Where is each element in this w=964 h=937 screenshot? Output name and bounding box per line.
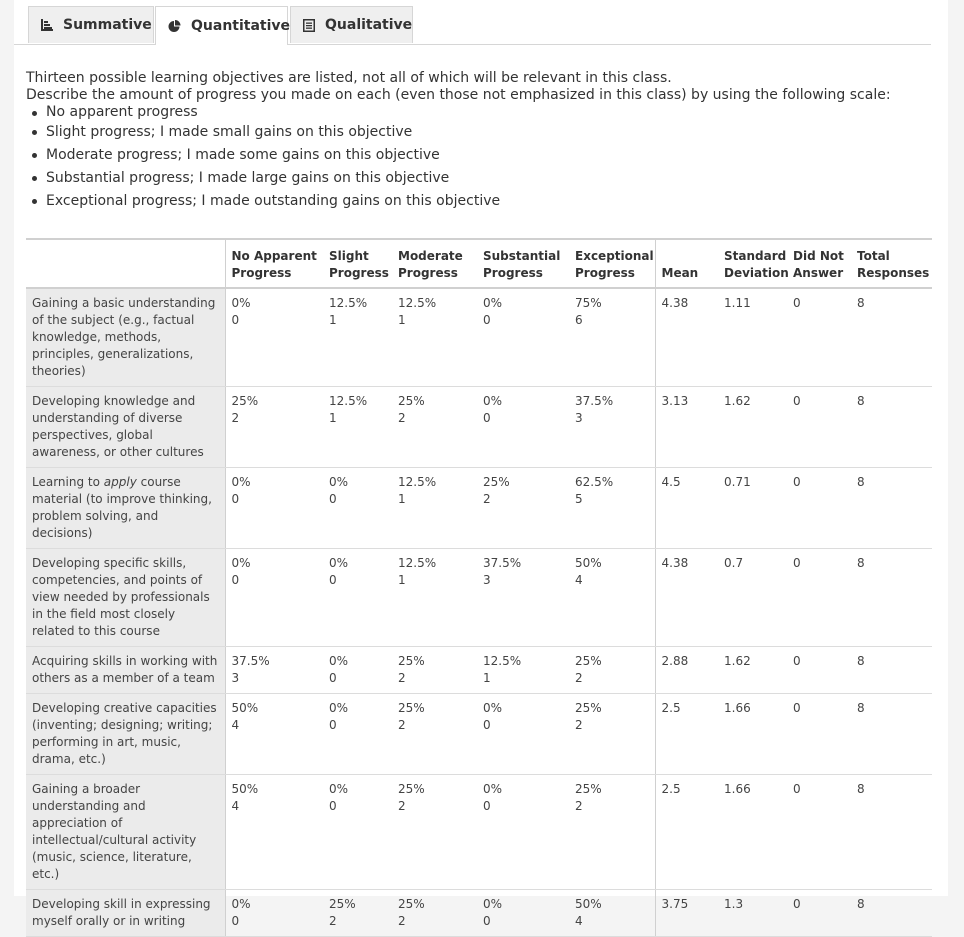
tab-quantitative-label: Quantitative (191, 18, 291, 34)
cell-did-not-answer: 0 (787, 549, 851, 647)
cell-moderate-progress: 25% 2 (392, 647, 477, 694)
cell-exceptional-progress: 50% 4 (569, 549, 655, 647)
column-header-mean: Mean (655, 239, 718, 288)
cell-slight-progress: 0% 0 (323, 468, 392, 549)
cell-no-apparent-progress: 0% 0 (225, 468, 323, 549)
column-header-moderate-progress: Moderate Progress (392, 239, 477, 288)
table-row (26, 468, 932, 549)
column-header-no-apparent-progress: No Apparent Progress (225, 239, 323, 288)
cell-mean: 2.88 (655, 647, 718, 694)
tab-qualitative[interactable] (290, 6, 413, 43)
cell-mean: 4.5 (655, 468, 718, 549)
column-header-standard-deviation: Standard Deviation (718, 239, 787, 288)
cell-total-responses: 8 (851, 468, 932, 549)
cell-substantial-progress: 25% 2 (477, 468, 569, 549)
cell-exceptional-progress: 25% 2 (569, 775, 655, 890)
cell-mean: 4.38 (655, 549, 718, 647)
pie-chart-icon (168, 19, 181, 33)
document-icon (303, 18, 315, 32)
instructions (26, 70, 926, 213)
cell-standard-deviation: 1.3 (718, 890, 787, 937)
cell-total-responses: 8 (851, 387, 932, 468)
tab-quantitative[interactable] (155, 6, 291, 45)
cell-standard-deviation: 1.62 (718, 647, 787, 694)
objective-label: Developing creative capacities (inventing; designing; writing; performing in art, music, drama, etc.) (26, 694, 225, 775)
scale-list (26, 104, 926, 213)
cell-no-apparent-progress: 0% 0 (225, 890, 323, 937)
cell-no-apparent-progress: 0% 0 (225, 549, 323, 647)
instructions-line-1: Thirteen possible learning objectives are listed, not all of which will be relevant in this class. (26, 70, 672, 86)
scale-item: Substantial progress; I made large gains on this objective (46, 167, 926, 190)
cell-moderate-progress: 25% 2 (392, 387, 477, 468)
table-header-row (26, 239, 932, 288)
cell-did-not-answer: 0 (787, 890, 851, 937)
bar-list-icon (41, 18, 53, 32)
table-row (26, 694, 932, 775)
cell-total-responses: 8 (851, 775, 932, 890)
scale-item: Exceptional progress; I made outstanding gains on this objective (46, 190, 926, 213)
cell-did-not-answer: 0 (787, 647, 851, 694)
cell-total-responses: 8 (851, 890, 932, 937)
cell-standard-deviation: 1.62 (718, 387, 787, 468)
cell-did-not-answer: 0 (787, 468, 851, 549)
cell-standard-deviation: 1.66 (718, 775, 787, 890)
objective-label: Acquiring skills in working with others as a member of a team (26, 647, 225, 694)
scale-item: No apparent progress (46, 104, 926, 121)
cell-did-not-answer: 0 (787, 288, 851, 387)
cell-substantial-progress: 37.5% 3 (477, 549, 569, 647)
objective-label: Developing knowledge and understanding of diverse perspectives, global awareness, or other cultures (26, 387, 225, 468)
cell-substantial-progress: 0% 0 (477, 890, 569, 937)
objective-label: Learning to apply course material (to improve thinking, problem solving, and decisions) (26, 468, 225, 549)
cell-total-responses: 8 (851, 549, 932, 647)
cell-standard-deviation: 1.11 (718, 288, 787, 387)
cell-mean: 3.75 (655, 890, 718, 937)
column-header-slight-progress: Slight Progress (323, 239, 392, 288)
cell-exceptional-progress: 25% 2 (569, 694, 655, 775)
cell-slight-progress: 12.5% 1 (323, 387, 392, 468)
cell-mean: 4.38 (655, 288, 718, 387)
cell-moderate-progress: 12.5% 1 (392, 549, 477, 647)
table-row (26, 647, 932, 694)
cell-mean: 2.5 (655, 694, 718, 775)
cell-total-responses: 8 (851, 288, 932, 387)
scale-item: Moderate progress; I made some gains on this objective (46, 144, 926, 167)
cell-slight-progress: 0% 0 (323, 647, 392, 694)
cell-exceptional-progress: 37.5% 3 (569, 387, 655, 468)
cell-no-apparent-progress: 50% 4 (225, 775, 323, 890)
cell-no-apparent-progress: 0% 0 (225, 288, 323, 387)
objective-label: Gaining a basic understanding of the subject (e.g., factual knowledge, methods, principles, generalizations, theories) (26, 288, 225, 387)
cell-substantial-progress: 0% 0 (477, 775, 569, 890)
cell-total-responses: 8 (851, 694, 932, 775)
cell-exceptional-progress: 25% 2 (569, 647, 655, 694)
table-row (26, 775, 932, 890)
table-row (26, 387, 932, 468)
cell-standard-deviation: 0.71 (718, 468, 787, 549)
column-header-exceptional-progress: Exceptional Progress (569, 239, 655, 288)
results-table (26, 238, 932, 937)
cell-no-apparent-progress: 25% 2 (225, 387, 323, 468)
cell-exceptional-progress: 75% 6 (569, 288, 655, 387)
cell-exceptional-progress: 50% 4 (569, 890, 655, 937)
table-row (26, 890, 932, 937)
tab-summative-label: Summative (63, 17, 152, 33)
cell-moderate-progress: 25% 2 (392, 775, 477, 890)
cell-did-not-answer: 0 (787, 775, 851, 890)
cell-standard-deviation: 1.66 (718, 694, 787, 775)
cell-moderate-progress: 12.5% 1 (392, 468, 477, 549)
cell-substantial-progress: 12.5% 1 (477, 647, 569, 694)
cell-slight-progress: 12.5% 1 (323, 288, 392, 387)
cell-did-not-answer: 0 (787, 387, 851, 468)
cell-total-responses: 8 (851, 647, 932, 694)
tab-bar (14, 6, 931, 45)
cell-standard-deviation: 0.7 (718, 549, 787, 647)
cell-exceptional-progress: 62.5% 5 (569, 468, 655, 549)
cell-moderate-progress: 12.5% 1 (392, 288, 477, 387)
objective-header (26, 239, 225, 288)
cell-mean: 2.5 (655, 775, 718, 890)
cell-moderate-progress: 25% 2 (392, 694, 477, 775)
cell-moderate-progress: 25% 2 (392, 890, 477, 937)
cell-slight-progress: 0% 0 (323, 694, 392, 775)
objective-label: Gaining a broader understanding and appreciation of intellectual/cultural activity (music, science, literature, etc.) (26, 775, 225, 890)
cell-substantial-progress: 0% 0 (477, 387, 569, 468)
cell-mean: 3.13 (655, 387, 718, 468)
objective-label: Developing specific skills, competencies, and points of view needed by professionals in the field most closely related to this course (26, 549, 225, 647)
cell-slight-progress: 0% 0 (323, 775, 392, 890)
cell-slight-progress: 25% 2 (323, 890, 392, 937)
cell-no-apparent-progress: 50% 4 (225, 694, 323, 775)
cell-slight-progress: 0% 0 (323, 549, 392, 647)
column-header-total-responses: Total Responses (851, 239, 932, 288)
cell-substantial-progress: 0% 0 (477, 694, 569, 775)
tab-qualitative-label: Qualitative (325, 17, 413, 33)
objective-label: Developing skill in expressing myself orally or in writing (26, 890, 225, 937)
instructions-line-2: Describe the amount of progress you made on each (even those not emphasized in this class) by using the following scale: (26, 87, 891, 103)
tab-summative[interactable] (28, 6, 154, 43)
column-header-substantial-progress: Substantial Progress (477, 239, 569, 288)
table-row (26, 288, 932, 387)
cell-substantial-progress: 0% 0 (477, 288, 569, 387)
table-row (26, 549, 932, 647)
column-header-did-not-answer: Did Not Answer (787, 239, 851, 288)
scale-item: Slight progress; I made small gains on this objective (46, 121, 926, 144)
cell-no-apparent-progress: 37.5% 3 (225, 647, 323, 694)
cell-did-not-answer: 0 (787, 694, 851, 775)
